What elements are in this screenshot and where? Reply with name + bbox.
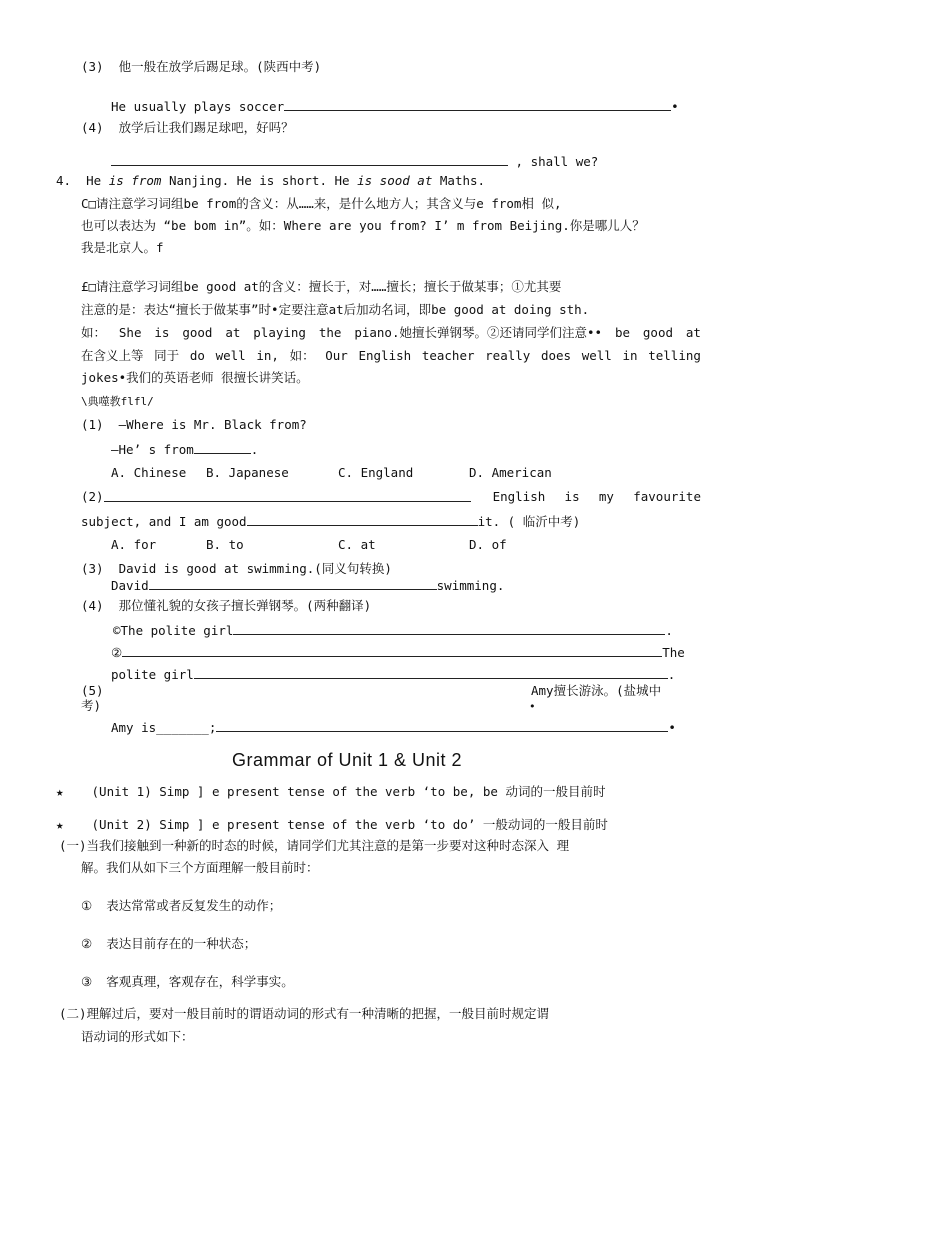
grammar-para2-line2: 语动词的形式如下： (81, 1029, 194, 1044)
word: good (182, 325, 213, 340)
word: at (685, 325, 701, 340)
ex2-words (493, 489, 701, 505)
word: 如： (81, 325, 107, 340)
word: 如： (289, 348, 315, 363)
q3-answer-line (111, 98, 679, 115)
grammar-title: Grammar of Unit 1 & Unit 2 (232, 750, 463, 770)
word: English (358, 348, 412, 363)
ex3-blank[interactable] (149, 577, 437, 590)
q3-answer-end: • (671, 99, 679, 114)
word: in, (256, 348, 279, 363)
ex1-options (111, 465, 552, 481)
word: be (614, 325, 630, 340)
sec4-line1 (56, 173, 485, 189)
ex4-answer-1-end: . (665, 623, 673, 638)
ex4-question (81, 598, 371, 614)
usage-item-1 (81, 898, 281, 914)
note1-line3: 我是北京人。f (81, 240, 164, 255)
word: telling (648, 348, 701, 363)
q3-text: 他一般在放学后踢足球。(陕西中考) (118, 59, 322, 74)
ex1-answer (111, 441, 258, 458)
star-line-2 (56, 817, 608, 833)
ex3-answer-suffix: swimming. (436, 578, 505, 593)
sec4-text-c: Nanjing. He is short. He (168, 173, 350, 188)
ex5-text: Amy擅长游泳。(盐城中 (531, 683, 662, 698)
ex2-blank-2[interactable] (247, 513, 478, 526)
sec4-text-b: is from (108, 173, 162, 188)
word: playing (253, 325, 306, 340)
ex1-period: . (250, 442, 259, 457)
ex1-number: (1) (81, 417, 104, 432)
ex4-answer-2b-prefix: polite girl (111, 667, 194, 682)
sec4-text-e: Maths. (439, 173, 486, 188)
practice-heading: \典噬教flfl/ (81, 395, 154, 408)
note2-line3 (81, 325, 701, 341)
note2-line5: jokes•我们的英语老师 很擅长讲笑话。 (81, 370, 309, 385)
q4-answer-line (111, 153, 598, 170)
word: my (598, 489, 614, 504)
word: piano.她擅长弹钢琴。②还请同学们注意•• (354, 325, 603, 340)
word: really (485, 348, 531, 363)
ex1-question (81, 417, 307, 433)
ex2-options (111, 537, 507, 553)
star-icon: ★ (56, 784, 64, 799)
word: at (225, 325, 241, 340)
item-number: ② (81, 936, 93, 951)
note1-line2: 也可以表达为 “be bom in”。如：Where are you from? I’ m from Beijing.你是哪儿人？ (81, 218, 645, 233)
ex4-answer-1 (113, 622, 673, 639)
ex4-blank-1[interactable] (233, 622, 665, 635)
ex5-blank[interactable] (216, 719, 668, 732)
ex5-answer-end: • (668, 720, 676, 735)
ex2-option-c[interactable]: C. at (338, 537, 376, 552)
sec4-number: 4. (56, 173, 72, 188)
q4-line (81, 120, 294, 136)
item-text: 表达目前存在的一种状态； (106, 936, 257, 951)
ex5-dot: • (529, 700, 536, 713)
ex4-answer-2 (111, 644, 685, 661)
ex2-option-a[interactable]: A. for (111, 537, 157, 552)
q4-answer-suffix: , shall we? (515, 154, 599, 169)
ex4-blank-2[interactable] (122, 644, 662, 657)
ex3-text: David is good at swimming.(同义句转换) (118, 561, 392, 576)
word: favourite (633, 489, 701, 504)
note1-line1: C□请注意学习词组be from的含义：从……来，是什么地方人；其含义与e from相 似, (81, 196, 562, 211)
q3-answer-blank[interactable] (284, 98, 671, 111)
ex4-text: 那位懂礼貌的女孩子擅长弹钢琴。(两种翻译) (118, 598, 372, 613)
ex2-number: (2) (81, 489, 104, 504)
word: Our (325, 348, 348, 363)
ex4-answer-1-prefix: ©The polite girl (113, 623, 234, 638)
ex1-option-a[interactable]: A. Chinese (111, 465, 187, 480)
word: She (118, 325, 142, 340)
word: does (540, 348, 572, 363)
ex5-answer-prefix: Amy is_______; (111, 720, 217, 735)
ex2-source: it. ( 临沂中考) (477, 514, 581, 529)
ex1-option-c[interactable]: C. England (338, 465, 414, 480)
sec4-text-d: is sood at (357, 173, 433, 188)
word: in (622, 348, 638, 363)
usage-item-3 (81, 974, 294, 990)
word: well (581, 348, 612, 363)
grammar-para2-line1: (二)理解过后，要对一般目前时的谓语动词的形式有一种清晰的把握，一般目前时规定谓 (59, 1006, 550, 1021)
usage-item-2 (81, 936, 256, 952)
star-text-1: (Unit 1) Simp ] e present tense of the verb ‘to be, be 动词的一般目前时 (91, 784, 606, 799)
sec4-text-a: He (86, 173, 102, 188)
q3-answer-prefix: He usually plays soccer (111, 99, 285, 114)
ex4-answer-2-end: The (662, 645, 685, 660)
word: 在含义上等 (81, 348, 144, 363)
item-text: 客观真理，客观存在，科学事实。 (106, 974, 294, 989)
ex3-answer-prefix: David (111, 578, 149, 593)
item-number: ③ (81, 974, 93, 989)
note2-line4 (81, 348, 701, 364)
ex3-question (81, 561, 392, 577)
item-text: 表达常常或者反复发生的动作； (106, 898, 282, 913)
star-text-2: (Unit 2) Simp ] e present tense of the verb ‘to do’ 一般动词的一般目前时 (91, 817, 608, 832)
word: do (189, 348, 205, 363)
item-number: ① (81, 898, 93, 913)
ex2-blank-1[interactable] (104, 489, 471, 502)
q3-line (81, 59, 321, 75)
ex4-answer-2b (111, 666, 675, 683)
star-line-1 (56, 784, 605, 800)
ex2-text: subject, and I am good (81, 514, 247, 529)
word: is (154, 325, 170, 340)
word: well (215, 348, 246, 363)
word: 同于 (154, 348, 180, 363)
ex1-option-b[interactable]: B. Japanese (206, 465, 289, 480)
ex5-text-cont: 考) (81, 698, 102, 713)
ex1-question-text: —Where is Mr. Black from? (118, 417, 307, 432)
ex4-answer-2b-end: . (667, 667, 676, 682)
ex4-number: (4) (81, 598, 104, 613)
word: is (564, 489, 580, 504)
ex3-number: (3) (81, 561, 104, 576)
grammar-para1-line1: (一)当我们接触到一种新的时态的时候，请同学们尤其注意的是第一步要对这种时态深入 理 (59, 838, 570, 853)
q4-number: (4) (81, 120, 104, 135)
word: good (642, 325, 673, 340)
ex4-blank-3[interactable] (194, 666, 668, 679)
ex5-number: (5) (81, 683, 104, 698)
word: teacher (421, 348, 475, 363)
star-icon: ★ (56, 817, 64, 832)
ex1-option-d[interactable]: D. American (469, 465, 552, 480)
note2-line2: 注意的是：表达“擅长于做某事”时•定要注意at后加动名词，即be good at doing sth. (81, 302, 590, 317)
q3-number: (3) (81, 59, 104, 74)
grammar-para1-line2: 解。我们从如下三个方面理解一般目前时： (81, 860, 319, 875)
ex5-answer (111, 719, 676, 736)
ex4-answer-2-marker: ② (111, 645, 123, 660)
ex2-option-b[interactable]: B. to (206, 537, 244, 552)
ex1-blank[interactable] (194, 441, 251, 454)
ex3-answer (111, 577, 504, 594)
word: the (318, 325, 342, 340)
note2-line1: £□请注意学习词组be good at的含义：擅长于，对……擅长；擅长于做某事；①尤其要 (81, 279, 562, 294)
ex2-line2 (81, 513, 580, 530)
ex1-answer-text: —He’ s from (111, 442, 194, 457)
ex2-line1 (81, 489, 701, 505)
q4-answer-blank[interactable] (111, 153, 508, 166)
q4-text: 放学后让我们踢足球吧，好吗？ (118, 120, 294, 135)
word: English (492, 489, 546, 504)
ex2-option-d[interactable]: D. of (469, 537, 507, 552)
